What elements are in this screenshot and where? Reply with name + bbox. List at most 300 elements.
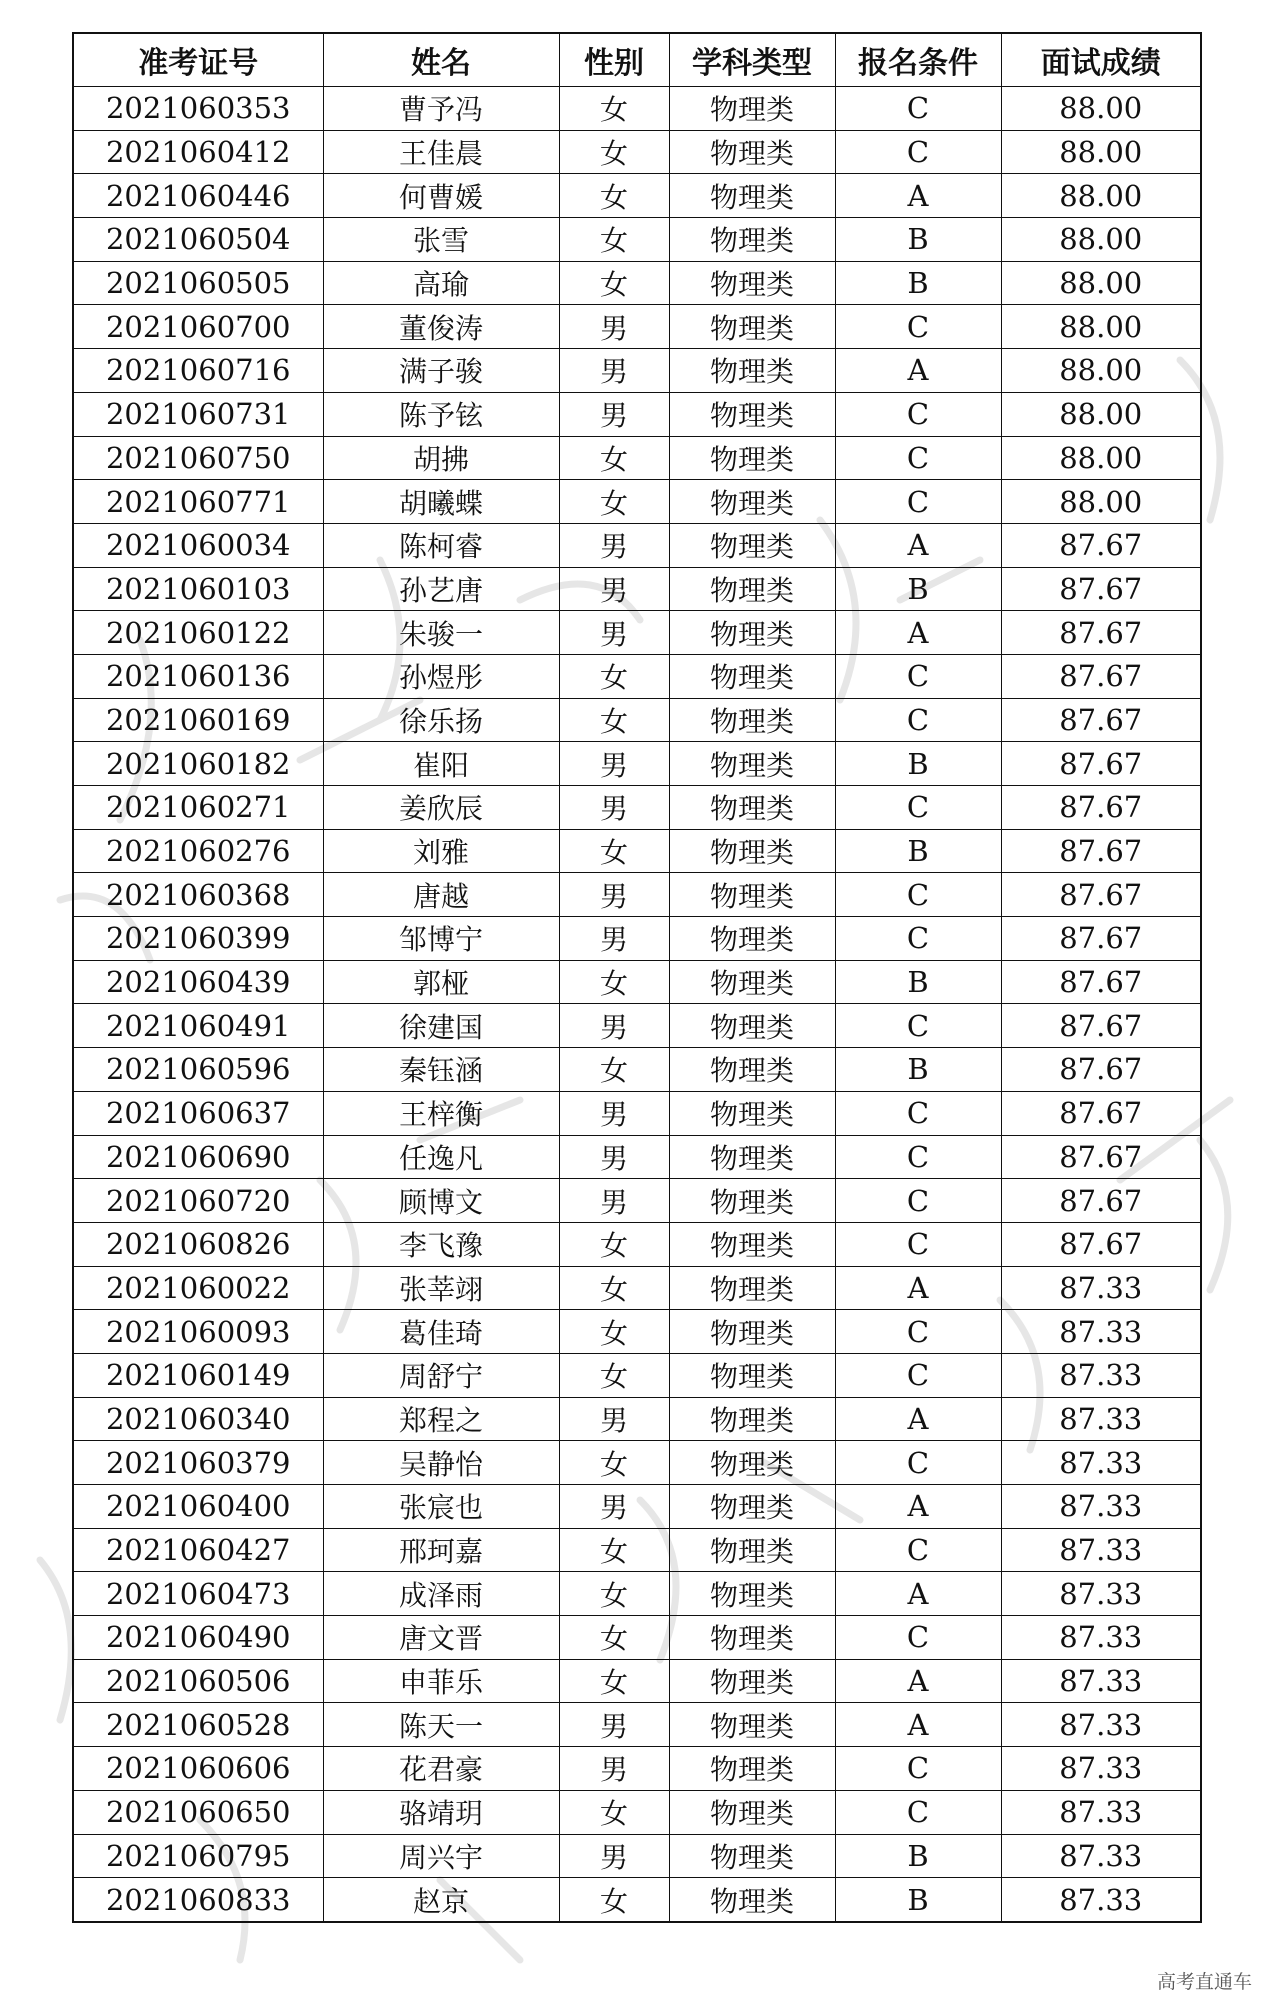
name-cell: 申菲乐 <box>323 1659 559 1703</box>
gender-cell: 女 <box>559 174 669 218</box>
condition-cell: C <box>835 480 1001 524</box>
table-row <box>73 1485 1201 1529</box>
score-cell: 87.67 <box>1001 917 1201 961</box>
name-cell: 陈天一 <box>323 1703 559 1747</box>
exam-id-cell: 2021060700 <box>73 305 323 349</box>
score-cell: 87.33 <box>1001 1659 1201 1703</box>
table-row <box>73 1222 1201 1266</box>
gender-cell: 男 <box>559 1091 669 1135</box>
score-cell: 87.33 <box>1001 1747 1201 1791</box>
table-row <box>73 87 1201 131</box>
condition-cell: A <box>835 1703 1001 1747</box>
table-row <box>73 436 1201 480</box>
table-row <box>73 218 1201 262</box>
subject-type-cell: 物理类 <box>669 698 835 742</box>
subject-type-cell: 物理类 <box>669 611 835 655</box>
score-cell: 88.00 <box>1001 130 1201 174</box>
gender-cell: 男 <box>559 349 669 393</box>
score-cell: 87.33 <box>1001 1310 1201 1354</box>
condition-cell: C <box>835 1528 1001 1572</box>
gender-cell: 男 <box>559 1397 669 1441</box>
gender-cell: 女 <box>559 261 669 305</box>
brand-watermark-label: 高考直通车 <box>1156 1971 1252 1993</box>
gender-cell: 女 <box>559 1528 669 1572</box>
condition-cell: C <box>835 1004 1001 1048</box>
gender-cell: 女 <box>559 1222 669 1266</box>
table-row <box>73 174 1201 218</box>
condition-cell: C <box>835 1222 1001 1266</box>
name-cell: 胡曦蝶 <box>323 480 559 524</box>
exam-id-cell: 2021060490 <box>73 1616 323 1660</box>
subject-type-cell: 物理类 <box>669 1135 835 1179</box>
score-sheet <box>72 32 1200 1923</box>
subject-type-cell: 物理类 <box>669 1659 835 1703</box>
condition-cell: C <box>835 392 1001 436</box>
name-cell: 任逸凡 <box>323 1135 559 1179</box>
table-row <box>73 873 1201 917</box>
score-cell: 88.00 <box>1001 261 1201 305</box>
name-cell: 张莘翊 <box>323 1266 559 1310</box>
exam-id-cell: 2021060439 <box>73 960 323 1004</box>
subject-type-cell: 物理类 <box>669 1266 835 1310</box>
name-cell: 郑程之 <box>323 1397 559 1441</box>
table-row <box>73 1266 1201 1310</box>
gender-cell: 男 <box>559 523 669 567</box>
exam-id-cell: 2021060528 <box>73 1703 323 1747</box>
gender-cell: 男 <box>559 1179 669 1223</box>
exam-id-cell: 2021060690 <box>73 1135 323 1179</box>
gender-cell: 女 <box>559 1048 669 1092</box>
gender-cell: 女 <box>559 1616 669 1660</box>
table-row <box>73 1004 1201 1048</box>
subject-type-cell: 物理类 <box>669 917 835 961</box>
table-row <box>73 611 1201 655</box>
subject-type-cell: 物理类 <box>669 1441 835 1485</box>
name-cell: 孙艺唐 <box>323 567 559 611</box>
score-cell: 87.67 <box>1001 654 1201 698</box>
gender-cell: 女 <box>559 130 669 174</box>
condition-cell: B <box>835 960 1001 1004</box>
table-row <box>73 349 1201 393</box>
name-cell: 唐越 <box>323 873 559 917</box>
score-cell: 88.00 <box>1001 349 1201 393</box>
header-interview-score: 面试成绩 <box>1001 33 1201 87</box>
condition-cell: B <box>835 218 1001 262</box>
exam-id-cell: 2021060720 <box>73 1179 323 1223</box>
score-cell: 87.67 <box>1001 523 1201 567</box>
score-cell: 87.67 <box>1001 1004 1201 1048</box>
table-row <box>73 1572 1201 1616</box>
score-cell: 87.67 <box>1001 567 1201 611</box>
score-cell: 87.67 <box>1001 1091 1201 1135</box>
condition-cell: C <box>835 873 1001 917</box>
gender-cell: 女 <box>559 87 669 131</box>
exam-id-cell: 2021060400 <box>73 1485 323 1529</box>
subject-type-cell: 物理类 <box>669 436 835 480</box>
header-name: 姓名 <box>323 33 559 87</box>
subject-type-cell: 物理类 <box>669 130 835 174</box>
subject-type-cell: 物理类 <box>669 1616 835 1660</box>
subject-type-cell: 物理类 <box>669 742 835 786</box>
table-row <box>73 1310 1201 1354</box>
score-cell: 87.67 <box>1001 742 1201 786</box>
gender-cell: 男 <box>559 1135 669 1179</box>
name-cell: 姜欣辰 <box>323 786 559 830</box>
score-cell: 87.67 <box>1001 829 1201 873</box>
table-row <box>73 480 1201 524</box>
table-row <box>73 392 1201 436</box>
table-row <box>73 1878 1201 1922</box>
name-cell: 高瑜 <box>323 261 559 305</box>
score-cell: 87.67 <box>1001 1048 1201 1092</box>
subject-type-cell: 物理类 <box>669 174 835 218</box>
name-cell: 满子骏 <box>323 349 559 393</box>
exam-id-cell: 2021060506 <box>73 1659 323 1703</box>
table-row <box>73 1397 1201 1441</box>
score-cell: 87.33 <box>1001 1353 1201 1397</box>
subject-type-cell: 物理类 <box>669 1790 835 1834</box>
score-cell: 87.33 <box>1001 1397 1201 1441</box>
exam-id-cell: 2021060795 <box>73 1834 323 1878</box>
condition-cell: C <box>835 305 1001 349</box>
exam-id-cell: 2021060650 <box>73 1790 323 1834</box>
subject-type-cell: 物理类 <box>669 1353 835 1397</box>
condition-cell: C <box>835 130 1001 174</box>
exam-id-cell: 2021060271 <box>73 786 323 830</box>
score-cell: 88.00 <box>1001 218 1201 262</box>
table-row <box>73 1091 1201 1135</box>
score-cell: 88.00 <box>1001 87 1201 131</box>
gender-cell: 女 <box>559 1353 669 1397</box>
table-row <box>73 305 1201 349</box>
score-cell: 88.00 <box>1001 436 1201 480</box>
condition-cell: A <box>835 174 1001 218</box>
score-cell: 87.33 <box>1001 1528 1201 1572</box>
name-cell: 唐文晋 <box>323 1616 559 1660</box>
subject-type-cell: 物理类 <box>669 1222 835 1266</box>
subject-type-cell: 物理类 <box>669 1310 835 1354</box>
gender-cell: 女 <box>559 829 669 873</box>
subject-type-cell: 物理类 <box>669 1004 835 1048</box>
subject-type-cell: 物理类 <box>669 349 835 393</box>
name-cell: 孙煜彤 <box>323 654 559 698</box>
exam-id-cell: 2021060093 <box>73 1310 323 1354</box>
exam-id-cell: 2021060034 <box>73 523 323 567</box>
exam-id-cell: 2021060771 <box>73 480 323 524</box>
gender-cell: 女 <box>559 218 669 262</box>
score-cell: 88.00 <box>1001 174 1201 218</box>
condition-cell: C <box>835 1135 1001 1179</box>
name-cell: 邢珂嘉 <box>323 1528 559 1572</box>
condition-cell: B <box>835 1048 1001 1092</box>
gender-cell: 男 <box>559 1004 669 1048</box>
condition-cell: C <box>835 786 1001 830</box>
condition-cell: B <box>835 261 1001 305</box>
gender-cell: 男 <box>559 1834 669 1878</box>
subject-type-cell: 物理类 <box>669 1397 835 1441</box>
exam-id-cell: 2021060379 <box>73 1441 323 1485</box>
name-cell: 吴静怡 <box>323 1441 559 1485</box>
exam-id-cell: 2021060637 <box>73 1091 323 1135</box>
gender-cell: 男 <box>559 873 669 917</box>
score-cell: 87.67 <box>1001 1222 1201 1266</box>
subject-type-cell: 物理类 <box>669 1528 835 1572</box>
score-cell: 87.67 <box>1001 873 1201 917</box>
condition-cell: C <box>835 1790 1001 1834</box>
score-cell: 88.00 <box>1001 392 1201 436</box>
condition-cell: B <box>835 742 1001 786</box>
exam-id-cell: 2021060340 <box>73 1397 323 1441</box>
score-cell: 87.67 <box>1001 1179 1201 1223</box>
table-row <box>73 567 1201 611</box>
subject-type-cell: 物理类 <box>669 1834 835 1878</box>
exam-id-cell: 2021060491 <box>73 1004 323 1048</box>
condition-cell: C <box>835 1179 1001 1223</box>
name-cell: 秦钰涵 <box>323 1048 559 1092</box>
gender-cell: 女 <box>559 654 669 698</box>
header-subject-type: 学科类型 <box>669 33 835 87</box>
name-cell: 朱骏一 <box>323 611 559 655</box>
condition-cell: B <box>835 1834 1001 1878</box>
name-cell: 徐乐扬 <box>323 698 559 742</box>
exam-id-cell: 2021060399 <box>73 917 323 961</box>
gender-cell: 女 <box>559 1310 669 1354</box>
subject-type-cell: 物理类 <box>669 567 835 611</box>
condition-cell: A <box>835 1659 1001 1703</box>
score-cell: 87.33 <box>1001 1790 1201 1834</box>
subject-type-cell: 物理类 <box>669 480 835 524</box>
table-row <box>73 917 1201 961</box>
exam-id-cell: 2021060169 <box>73 698 323 742</box>
exam-id-cell: 2021060368 <box>73 873 323 917</box>
score-cell: 87.67 <box>1001 960 1201 1004</box>
exam-id-cell: 2021060833 <box>73 1878 323 1922</box>
table-row <box>73 1834 1201 1878</box>
name-cell: 董俊涛 <box>323 305 559 349</box>
exam-id-cell: 2021060136 <box>73 654 323 698</box>
subject-type-cell: 物理类 <box>669 1048 835 1092</box>
gender-cell: 女 <box>559 960 669 1004</box>
table-header-row <box>73 33 1201 87</box>
table-row <box>73 1353 1201 1397</box>
exam-id-cell: 2021060412 <box>73 130 323 174</box>
subject-type-cell: 物理类 <box>669 1878 835 1922</box>
score-cell: 87.33 <box>1001 1878 1201 1922</box>
gender-cell: 男 <box>559 567 669 611</box>
score-cell: 87.33 <box>1001 1834 1201 1878</box>
name-cell: 刘雅 <box>323 829 559 873</box>
score-cell: 87.33 <box>1001 1616 1201 1660</box>
name-cell: 王梓衡 <box>323 1091 559 1135</box>
name-cell: 葛佳琦 <box>323 1310 559 1354</box>
condition-cell: C <box>835 87 1001 131</box>
name-cell: 曹予冯 <box>323 87 559 131</box>
name-cell: 赵京 <box>323 1878 559 1922</box>
table-row <box>73 786 1201 830</box>
subject-type-cell: 物理类 <box>669 1179 835 1223</box>
table-row <box>73 1135 1201 1179</box>
table-row <box>73 1048 1201 1092</box>
name-cell: 张宸也 <box>323 1485 559 1529</box>
score-cell: 88.00 <box>1001 305 1201 349</box>
gender-cell: 女 <box>559 436 669 480</box>
gender-cell: 女 <box>559 1790 669 1834</box>
gender-cell: 女 <box>559 698 669 742</box>
condition-cell: C <box>835 654 1001 698</box>
condition-cell: C <box>835 1441 1001 1485</box>
exam-id-cell: 2021060122 <box>73 611 323 655</box>
exam-id-cell: 2021060716 <box>73 349 323 393</box>
condition-cell: B <box>835 829 1001 873</box>
name-cell: 李飞豫 <box>323 1222 559 1266</box>
gender-cell: 男 <box>559 1485 669 1529</box>
table-row <box>73 1528 1201 1572</box>
name-cell: 徐建国 <box>323 1004 559 1048</box>
score-cell: 87.67 <box>1001 786 1201 830</box>
table-row <box>73 960 1201 1004</box>
subject-type-cell: 物理类 <box>669 786 835 830</box>
condition-cell: A <box>835 1266 1001 1310</box>
gender-cell: 男 <box>559 1747 669 1791</box>
condition-cell: B <box>835 567 1001 611</box>
table-row <box>73 1790 1201 1834</box>
condition-cell: B <box>835 1878 1001 1922</box>
subject-type-cell: 物理类 <box>669 873 835 917</box>
gender-cell: 男 <box>559 917 669 961</box>
subject-type-cell: 物理类 <box>669 1703 835 1747</box>
gender-cell: 男 <box>559 611 669 655</box>
gender-cell: 男 <box>559 786 669 830</box>
table-row <box>73 130 1201 174</box>
subject-type-cell: 物理类 <box>669 960 835 1004</box>
name-cell: 花君豪 <box>323 1747 559 1791</box>
condition-cell: A <box>835 1485 1001 1529</box>
score-cell: 87.67 <box>1001 1135 1201 1179</box>
gender-cell: 女 <box>559 1659 669 1703</box>
gender-cell: 女 <box>559 1266 669 1310</box>
subject-type-cell: 物理类 <box>669 1485 835 1529</box>
subject-type-cell: 物理类 <box>669 392 835 436</box>
condition-cell: C <box>835 917 1001 961</box>
score-cell: 88.00 <box>1001 480 1201 524</box>
gender-cell: 女 <box>559 1441 669 1485</box>
exam-id-cell: 2021060606 <box>73 1747 323 1791</box>
exam-id-cell: 2021060504 <box>73 218 323 262</box>
exam-id-cell: 2021060276 <box>73 829 323 873</box>
table-row <box>73 1616 1201 1660</box>
name-cell: 陈柯睿 <box>323 523 559 567</box>
score-cell: 87.33 <box>1001 1441 1201 1485</box>
exam-id-cell: 2021060731 <box>73 392 323 436</box>
exam-id-cell: 2021060505 <box>73 261 323 305</box>
subject-type-cell: 物理类 <box>669 1572 835 1616</box>
exam-id-cell: 2021060750 <box>73 436 323 480</box>
subject-type-cell: 物理类 <box>669 1747 835 1791</box>
name-cell: 何曹媛 <box>323 174 559 218</box>
gender-cell: 男 <box>559 1703 669 1747</box>
subject-type-cell: 物理类 <box>669 654 835 698</box>
header-registration-condition: 报名条件 <box>835 33 1001 87</box>
header-gender: 性别 <box>559 33 669 87</box>
gender-cell: 男 <box>559 742 669 786</box>
name-cell: 骆靖玥 <box>323 1790 559 1834</box>
condition-cell: A <box>835 349 1001 393</box>
subject-type-cell: 物理类 <box>669 261 835 305</box>
table-row <box>73 1441 1201 1485</box>
exam-id-cell: 2021060022 <box>73 1266 323 1310</box>
exam-id-cell: 2021060596 <box>73 1048 323 1092</box>
condition-cell: C <box>835 698 1001 742</box>
name-cell: 成泽雨 <box>323 1572 559 1616</box>
gender-cell: 女 <box>559 480 669 524</box>
condition-cell: C <box>835 1353 1001 1397</box>
name-cell: 王佳晨 <box>323 130 559 174</box>
table-row <box>73 742 1201 786</box>
table-row <box>73 1659 1201 1703</box>
name-cell: 崔阳 <box>323 742 559 786</box>
subject-type-cell: 物理类 <box>669 87 835 131</box>
name-cell: 周舒宁 <box>323 1353 559 1397</box>
gender-cell: 男 <box>559 392 669 436</box>
table-body <box>73 87 1201 1922</box>
condition-cell: C <box>835 1616 1001 1660</box>
subject-type-cell: 物理类 <box>669 829 835 873</box>
table-row <box>73 261 1201 305</box>
condition-cell: C <box>835 1310 1001 1354</box>
interview-score-table <box>72 32 1202 1923</box>
condition-cell: A <box>835 1397 1001 1441</box>
table-row <box>73 829 1201 873</box>
name-cell: 顾博文 <box>323 1179 559 1223</box>
name-cell: 胡拂 <box>323 436 559 480</box>
condition-cell: C <box>835 1747 1001 1791</box>
table-row <box>73 698 1201 742</box>
name-cell: 郭桠 <box>323 960 559 1004</box>
gender-cell: 女 <box>559 1572 669 1616</box>
score-cell: 87.67 <box>1001 698 1201 742</box>
condition-cell: A <box>835 611 1001 655</box>
score-cell: 87.33 <box>1001 1572 1201 1616</box>
table-row <box>73 1747 1201 1791</box>
table-row <box>73 654 1201 698</box>
subject-type-cell: 物理类 <box>669 305 835 349</box>
table-row <box>73 523 1201 567</box>
name-cell: 陈予铉 <box>323 392 559 436</box>
table-row <box>73 1703 1201 1747</box>
condition-cell: A <box>835 523 1001 567</box>
condition-cell: A <box>835 1572 1001 1616</box>
score-cell: 87.33 <box>1001 1703 1201 1747</box>
exam-id-cell: 2021060353 <box>73 87 323 131</box>
exam-id-cell: 2021060149 <box>73 1353 323 1397</box>
subject-type-cell: 物理类 <box>669 1091 835 1135</box>
exam-id-cell: 2021060103 <box>73 567 323 611</box>
score-cell: 87.67 <box>1001 611 1201 655</box>
score-cell: 87.33 <box>1001 1266 1201 1310</box>
condition-cell: C <box>835 436 1001 480</box>
name-cell: 张雪 <box>323 218 559 262</box>
table-row <box>73 1179 1201 1223</box>
subject-type-cell: 物理类 <box>669 218 835 262</box>
gender-cell: 女 <box>559 1878 669 1922</box>
exam-id-cell: 2021060446 <box>73 174 323 218</box>
subject-type-cell: 物理类 <box>669 523 835 567</box>
exam-id-cell: 2021060473 <box>73 1572 323 1616</box>
gender-cell: 男 <box>559 305 669 349</box>
exam-id-cell: 2021060826 <box>73 1222 323 1266</box>
header-exam-id: 准考证号 <box>73 33 323 87</box>
name-cell: 邹博宁 <box>323 917 559 961</box>
